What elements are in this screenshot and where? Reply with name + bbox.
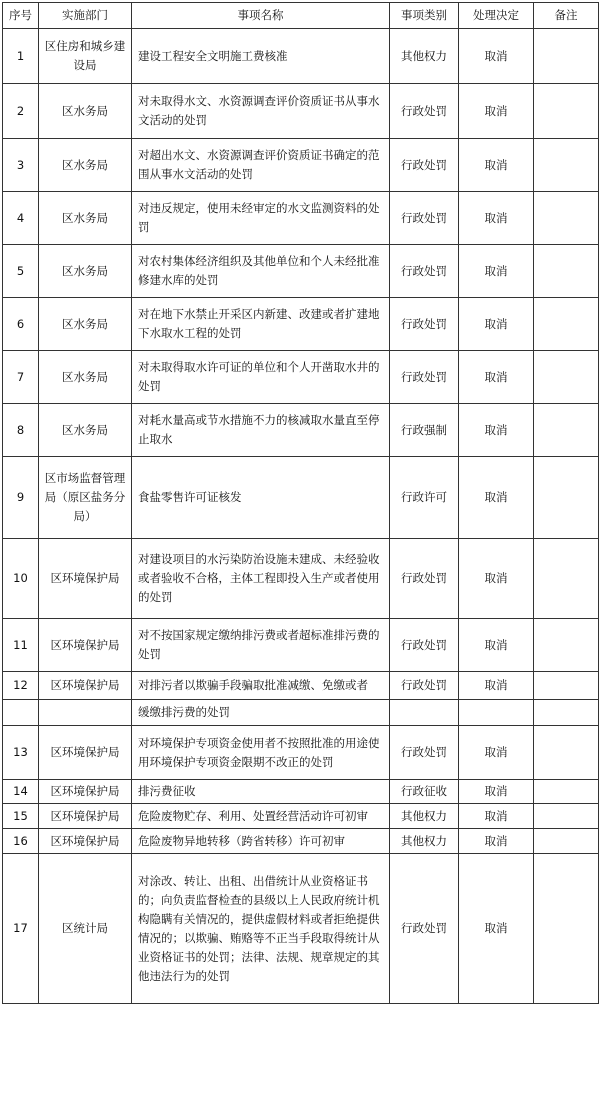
cell-remark bbox=[534, 672, 599, 700]
cell-seq: 3 bbox=[3, 139, 39, 192]
table-row bbox=[3, 457, 599, 539]
cell-dept: 区水务局 bbox=[39, 245, 132, 298]
cell-seq: 7 bbox=[3, 351, 39, 404]
cell-decision: 取消 bbox=[459, 829, 534, 854]
cell-remark bbox=[534, 84, 599, 139]
cell-category: 行政处罚 bbox=[390, 539, 459, 619]
header-category: 事项类别 bbox=[390, 3, 459, 29]
cell-decision: 取消 bbox=[459, 457, 534, 539]
cell-seq: 17 bbox=[3, 854, 39, 1004]
cell-dept: 区水务局 bbox=[39, 84, 132, 139]
cell-remark bbox=[534, 192, 599, 245]
cell-dept: 区环境保护局 bbox=[39, 539, 132, 619]
cell-decision: 取消 bbox=[459, 404, 534, 457]
cell-category: 行政处罚 bbox=[390, 192, 459, 245]
cell-decision: 取消 bbox=[459, 29, 534, 84]
cell-remark bbox=[534, 829, 599, 854]
cell-seq: 15 bbox=[3, 804, 39, 829]
cell-dept: 区环境保护局 bbox=[39, 672, 132, 700]
cell-remark bbox=[534, 854, 599, 1004]
cell-decision: 取消 bbox=[459, 192, 534, 245]
cell-category: 行政处罚 bbox=[390, 298, 459, 351]
cell-seq: 1 bbox=[3, 29, 39, 84]
cell-seq: 16 bbox=[3, 829, 39, 854]
table-row bbox=[3, 351, 599, 404]
cell-seq: 4 bbox=[3, 192, 39, 245]
cell-category: 行政强制 bbox=[390, 404, 459, 457]
cell-name: 对排污者以欺骗手段骗取批准减缴、免缴或者 bbox=[132, 672, 390, 700]
cell-seq: 12 bbox=[3, 672, 39, 700]
table-row bbox=[3, 539, 599, 619]
table-row bbox=[3, 700, 599, 726]
cell-category: 其他权力 bbox=[390, 804, 459, 829]
cell-dept: 区水务局 bbox=[39, 404, 132, 457]
cell-name: 对环境保护专项资金使用者不按照批准的用途使用环境保护专项资金限期不改正的处罚 bbox=[132, 726, 390, 780]
cell-seq: 9 bbox=[3, 457, 39, 539]
cell-seq: 8 bbox=[3, 404, 39, 457]
cell-name: 危险废物异地转移（跨省转移）许可初审 bbox=[132, 829, 390, 854]
cell-name: 对未取得水文、水资源调查评价资质证书从事水文活动的处罚 bbox=[132, 84, 390, 139]
cell-decision: 取消 bbox=[459, 619, 534, 672]
cell-decision: 取消 bbox=[459, 780, 534, 804]
cell-name: 排污费征收 bbox=[132, 780, 390, 804]
cell-category: 行政处罚 bbox=[390, 672, 459, 700]
cell-name: 危险废物贮存、利用、处置经营活动许可初审 bbox=[132, 804, 390, 829]
cell-dept: 区市场监督管理局（原区盐务分局） bbox=[39, 457, 132, 539]
cell-seq: 13 bbox=[3, 726, 39, 780]
table-row bbox=[3, 404, 599, 457]
cell-dept: 区环境保护局 bbox=[39, 726, 132, 780]
cell-remark bbox=[534, 780, 599, 804]
header-row bbox=[3, 3, 599, 29]
cell-decision: 取消 bbox=[459, 139, 534, 192]
cell-dept: 区水务局 bbox=[39, 139, 132, 192]
cell-category: 其他权力 bbox=[390, 29, 459, 84]
table-row bbox=[3, 298, 599, 351]
cell-category: 行政处罚 bbox=[390, 139, 459, 192]
cell-name: 对不按国家规定缴纳排污费或者超标准排污费的处罚 bbox=[132, 619, 390, 672]
cell-decision: 取消 bbox=[459, 539, 534, 619]
cell-seq: 10 bbox=[3, 539, 39, 619]
table-row bbox=[3, 619, 599, 672]
cell-dept bbox=[39, 700, 132, 726]
cell-name: 对超出水文、水资源调查评价资质证书确定的范围从事水文活动的处罚 bbox=[132, 139, 390, 192]
cell-decision: 取消 bbox=[459, 726, 534, 780]
table-row bbox=[3, 29, 599, 84]
table-row bbox=[3, 672, 599, 700]
cell-decision: 取消 bbox=[459, 854, 534, 1004]
cell-dept: 区水务局 bbox=[39, 351, 132, 404]
cell-dept: 区环境保护局 bbox=[39, 619, 132, 672]
cell-remark bbox=[534, 29, 599, 84]
cell-name: 对违反规定，使用未经审定的水文监测资料的处罚 bbox=[132, 192, 390, 245]
cell-category: 行政处罚 bbox=[390, 726, 459, 780]
cell-seq: 5 bbox=[3, 245, 39, 298]
cell-remark bbox=[534, 539, 599, 619]
cell-name: 对耗水量高或节水措施不力的核减取水量直至停止取水 bbox=[132, 404, 390, 457]
table-row bbox=[3, 84, 599, 139]
cell-dept: 区环境保护局 bbox=[39, 804, 132, 829]
cell-seq: 11 bbox=[3, 619, 39, 672]
table-body bbox=[3, 29, 599, 1004]
cell-seq: 2 bbox=[3, 84, 39, 139]
table-row bbox=[3, 854, 599, 1004]
table-row bbox=[3, 192, 599, 245]
cell-remark bbox=[534, 619, 599, 672]
cell-remark bbox=[534, 298, 599, 351]
cell-category: 行政征收 bbox=[390, 780, 459, 804]
cell-decision: 取消 bbox=[459, 804, 534, 829]
cell-category bbox=[390, 700, 459, 726]
cell-name: 对建设项目的水污染防治设施未建成、未经验收或者验收不合格，主体工程即投入生产或者使用的处罚 bbox=[132, 539, 390, 619]
table-row bbox=[3, 804, 599, 829]
cell-category: 行政处罚 bbox=[390, 351, 459, 404]
cell-remark bbox=[534, 457, 599, 539]
cell-dept: 区统计局 bbox=[39, 854, 132, 1004]
cell-category: 行政处罚 bbox=[390, 84, 459, 139]
cell-name: 食盐零售许可证核发 bbox=[132, 457, 390, 539]
table-row bbox=[3, 139, 599, 192]
cell-remark bbox=[534, 700, 599, 726]
cell-remark bbox=[534, 351, 599, 404]
cell-name: 建设工程安全文明施工费核准 bbox=[132, 29, 390, 84]
items-table bbox=[2, 2, 599, 1004]
cell-remark bbox=[534, 404, 599, 457]
cell-category: 行政处罚 bbox=[390, 854, 459, 1004]
table-row bbox=[3, 780, 599, 804]
cell-remark bbox=[534, 804, 599, 829]
cell-seq: 14 bbox=[3, 780, 39, 804]
table-row bbox=[3, 829, 599, 854]
cell-dept: 区住房和城乡建设局 bbox=[39, 29, 132, 84]
cell-name: 对在地下水禁止开采区内新建、改建或者扩建地下水取水工程的处罚 bbox=[132, 298, 390, 351]
table-row bbox=[3, 726, 599, 780]
cell-name: 对农村集体经济组织及其他单位和个人未经批准修建水库的处罚 bbox=[132, 245, 390, 298]
cell-name: 对未取得取水许可证的单位和个人开凿取水井的处罚 bbox=[132, 351, 390, 404]
cell-remark bbox=[534, 726, 599, 780]
cell-dept: 区水务局 bbox=[39, 192, 132, 245]
table-row bbox=[3, 245, 599, 298]
cell-decision: 取消 bbox=[459, 351, 534, 404]
cell-decision bbox=[459, 700, 534, 726]
cell-dept: 区环境保护局 bbox=[39, 780, 132, 804]
cell-category: 行政许可 bbox=[390, 457, 459, 539]
header-decision: 处理决定 bbox=[459, 3, 534, 29]
cell-name: 缓缴排污费的处罚 bbox=[132, 700, 390, 726]
header-dept: 实施部门 bbox=[39, 3, 132, 29]
cell-decision: 取消 bbox=[459, 245, 534, 298]
cell-decision: 取消 bbox=[459, 298, 534, 351]
cell-seq: 6 bbox=[3, 298, 39, 351]
cell-dept: 区环境保护局 bbox=[39, 829, 132, 854]
cell-category: 行政处罚 bbox=[390, 245, 459, 298]
header-remark: 备注 bbox=[534, 3, 599, 29]
header-name: 事项名称 bbox=[132, 3, 390, 29]
cell-category: 其他权力 bbox=[390, 829, 459, 854]
cell-category: 行政处罚 bbox=[390, 619, 459, 672]
cell-name: 对涂改、转让、出租、出借统计从业资格证书的；向负责监督检查的县级以上人民政府统计机构隐瞒有关情况的，提供虚假材料或者拒绝提供情况的；以欺骗、贿赂等不正当手段取得统计从业资格证书的处罚；法律、法规、规章规定的其他违法行为的处罚 bbox=[132, 854, 390, 1004]
cell-seq bbox=[3, 700, 39, 726]
cell-decision: 取消 bbox=[459, 84, 534, 139]
cell-decision: 取消 bbox=[459, 672, 534, 700]
header-seq: 序号 bbox=[3, 3, 39, 29]
cell-remark bbox=[534, 139, 599, 192]
cell-remark bbox=[534, 245, 599, 298]
cell-dept: 区水务局 bbox=[39, 298, 132, 351]
